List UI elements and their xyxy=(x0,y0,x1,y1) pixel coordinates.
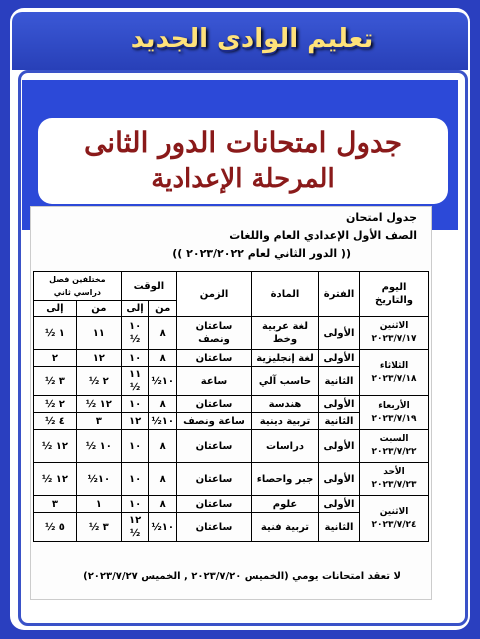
cell-day-date: الاثنين ٢٠٢٣/٧/٢٤ xyxy=(360,496,429,542)
footnote: لا تعقد امتحانات يومي (الخميس ٢٠٢٣/٧/٢٠ , الخميس ٢٠٢٣/٧/٢٧) xyxy=(83,571,401,582)
cell-subject: هندسة xyxy=(252,396,319,413)
cell-period: الأولى xyxy=(319,350,360,367)
schedule-table xyxy=(33,271,429,542)
table-row xyxy=(34,430,429,463)
header-st-to: إلى xyxy=(34,301,77,317)
table-row xyxy=(34,396,429,413)
cell-duration: ساعة ونصف xyxy=(177,413,252,430)
cell-period: الأولى xyxy=(319,396,360,413)
cell-st-to: ١ ½ xyxy=(34,317,77,350)
cell-subject: جبر واحصاء xyxy=(252,463,319,496)
cell-time-to: ١٠ ½ xyxy=(121,317,149,350)
table-row xyxy=(34,350,429,367)
cell-time-to: ١٢ xyxy=(121,413,149,430)
schedule-document xyxy=(30,206,432,600)
cell-duration: ساعتان xyxy=(177,496,252,513)
banner xyxy=(38,118,448,204)
header-duration: الزمن xyxy=(177,272,252,317)
cell-period: الثانية xyxy=(319,413,360,430)
document-round: (( الدور الثاني لعام ٢٠٢٣/٢٠٢٢ )) xyxy=(172,247,351,260)
cell-duration: ساعتان xyxy=(177,463,252,496)
cell-time-to: ١٠ xyxy=(121,350,149,367)
cell-subject: لغة إنجليزية xyxy=(252,350,319,367)
cell-subject: تربية فنية xyxy=(252,513,319,542)
cell-subject: حاسب آلي xyxy=(252,367,319,396)
cell-time-from: ٨ xyxy=(149,317,177,350)
header-time-to: إلى xyxy=(121,301,149,317)
cell-day-date: الاثنين ٢٠٢٣/٧/١٧ xyxy=(360,317,429,350)
cell-period: الأولى xyxy=(319,496,360,513)
cell-st-from: ١٢ xyxy=(76,350,121,367)
cell-subject: دراسات xyxy=(252,430,319,463)
header-second-term: مختلفين فصل دراسي ثاني xyxy=(34,272,122,301)
banner-subtitle: المرحلة الإعدادية xyxy=(151,164,335,194)
cell-time-from: ٨ xyxy=(149,396,177,413)
header-st-from: من xyxy=(76,301,121,317)
header-time-from: من xyxy=(149,301,177,317)
cell-st-to: ١٢ ½ xyxy=(34,430,77,463)
cell-time-to: ١٠ xyxy=(121,463,149,496)
cell-st-to: ٣ xyxy=(34,496,77,513)
cell-time-to: ١٢ ½ xyxy=(121,513,149,542)
cell-day-date: الثلاثاء ٢٠٢٣/٧/١٨ xyxy=(360,350,429,396)
table-row xyxy=(34,317,429,350)
cell-st-to: ٢ xyxy=(34,350,77,367)
cell-st-to: ١٢ ½ xyxy=(34,463,77,496)
cell-st-to: ٥ ½ xyxy=(34,513,77,542)
cell-st-from: ١٢ ½ xyxy=(76,396,121,413)
cell-period: الأولى xyxy=(319,463,360,496)
cell-period: الثانية xyxy=(319,367,360,396)
cell-time-from: ٨ xyxy=(149,463,177,496)
cell-st-from: ١٠½ xyxy=(76,463,121,496)
cell-duration: ساعتان xyxy=(177,350,252,367)
cell-period: الثانية xyxy=(319,513,360,542)
cell-st-from: ٣ ½ xyxy=(76,513,121,542)
site-title: تعليم الوادى الجديد xyxy=(130,24,374,54)
header-time: الوقت xyxy=(121,272,176,301)
cell-time-from: ١٠½ xyxy=(149,413,177,430)
cell-duration: ساعتان xyxy=(177,396,252,413)
cell-duration: ساعتان xyxy=(177,513,252,542)
cell-day-date: الأربعاء ٢٠٢٣/٧/١٩ xyxy=(360,396,429,430)
cell-duration: ساعتان xyxy=(177,430,252,463)
cell-subject: تربية دينية xyxy=(252,413,319,430)
cell-duration: ساعتان ونصف xyxy=(177,317,252,350)
cell-time-from: ٨ xyxy=(149,350,177,367)
cell-period: الأولى xyxy=(319,430,360,463)
document-title: جدول امتحان xyxy=(345,211,417,224)
cell-duration: ساعة xyxy=(177,367,252,396)
cell-time-to: ١٠ xyxy=(121,430,149,463)
table-row xyxy=(34,463,429,496)
cell-subject: لغة عربية وخط xyxy=(252,317,319,350)
table-row xyxy=(34,496,429,513)
cell-day-date: السبت ٢٠٢٣/٧/٢٢ xyxy=(360,430,429,463)
cell-st-to: ٤ ½ xyxy=(34,413,77,430)
cell-st-to: ٢ ½ xyxy=(34,396,77,413)
document-grade: الصف الأول الإعدادي العام واللغات xyxy=(229,229,417,242)
cell-st-from: ١٠ ½ xyxy=(76,430,121,463)
header-subject: المادة xyxy=(252,272,319,317)
header-period: الفترة xyxy=(319,272,360,317)
cell-st-from: ٢ ½ xyxy=(76,367,121,396)
cell-time-to: ١١ ½ xyxy=(121,367,149,396)
cell-day-date: الأحد ٢٠٢٣/٧/٢٣ xyxy=(360,463,429,496)
cell-st-from: ١ xyxy=(76,496,121,513)
cell-time-from: ١٠½ xyxy=(149,367,177,396)
banner-title: جدول امتحانات الدور الثانى xyxy=(83,126,403,159)
cell-subject: علوم xyxy=(252,496,319,513)
cell-time-from: ٨ xyxy=(149,430,177,463)
cell-time-to: ١٠ xyxy=(121,496,149,513)
cell-time-to: ١٠ xyxy=(121,396,149,413)
cell-time-from: ١٠½ xyxy=(149,513,177,542)
header-day-date: اليوم والتاريخ xyxy=(360,272,429,317)
cell-st-from: ٣ xyxy=(76,413,121,430)
header-bar xyxy=(12,12,468,70)
cell-period: الأولى xyxy=(319,317,360,350)
cell-st-from: ١١ xyxy=(76,317,121,350)
cell-time-from: ٨ xyxy=(149,496,177,513)
cell-st-to: ٣ ½ xyxy=(34,367,77,396)
